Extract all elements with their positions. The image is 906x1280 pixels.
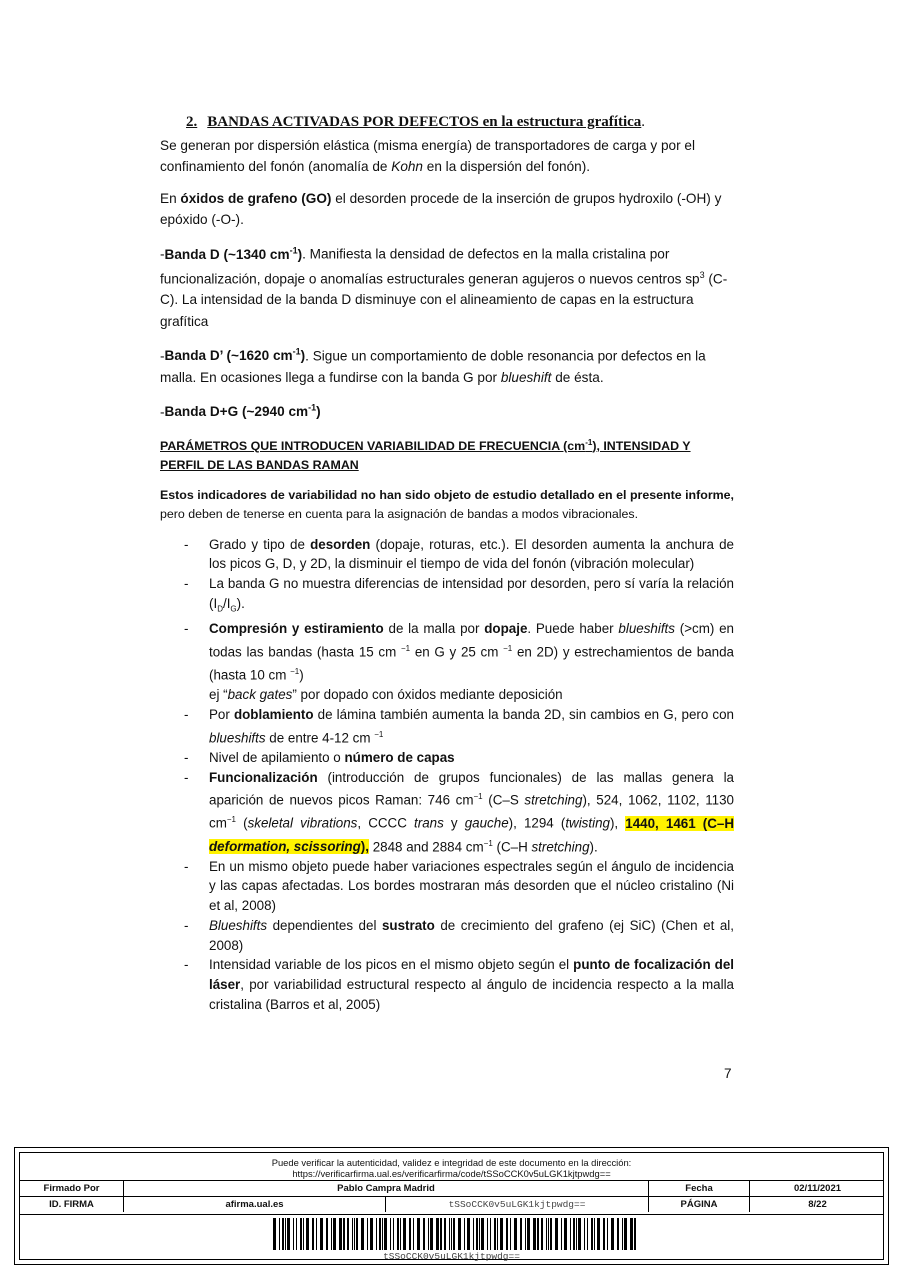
section-heading: 2. BANDAS ACTIVADAS POR DEFECTOS en la estructura grafítica.: [186, 114, 646, 130]
list-item: - Por doblamiento de lámina también aumenta la banda 2D, sin cambios en G, pero con blueshifts de entre 4-12 cm $^{-1}$: [160, 705, 734, 748]
id-code: tSSoCCK0v5uLGK1kjtpwdg==: [386, 1197, 649, 1212]
signature-box: [14, 1147, 889, 1265]
signature-date: 02/11/2021: [793, 1183, 842, 1194]
signer-name: Pablo Campra Madrid: [124, 1181, 649, 1196]
page-count: 8/22: [808, 1199, 827, 1210]
list-item: - Intensidad variable de los picos en el mismo objeto según el punto de focalización del láser, por variabilidad estructural respecto al ángulo de incidencia respecto a la malla cristalina (Barros et al, 2005): [160, 955, 734, 1014]
paragraph-band-d: -Banda D (~1340 $cm^{-1}$). Manifiesta la densidad de defectos en la malla cristalina por funcionalización, dopaje o anomalías estructurales generan agujeros o nuevos centros $sp^3$ (C-C). La intensidad de la banda D disminuye con el alineamiento de capas en la estructura grafítica: [160, 245, 728, 329]
section-title: BANDAS ACTIVADAS POR DEFECTOS en la estructura grafítica: [207, 114, 642, 130]
document-body: [160, 112, 734, 1014]
id-row: ID. FIRMA afirma.ual.es tSSoCCK0v5uLGK1kjtpwdg== PÁGINA 8/22: [20, 1196, 883, 1212]
barcode-area: [20, 1214, 883, 1265]
variability-list: [160, 535, 734, 1015]
verification-url[interactable]: https://verificarfirma.ual.es/verificarfirma/code/tSSoCCK0v5uLGK1kjtpwdg==: [292, 1168, 611, 1179]
highlighted-text: 1440, 1461 (C–H deformation, scissoring),: [209, 815, 735, 855]
verification-notice: Puede verificar la autenticidad, validez e integridad de este documento en la dirección: https://verificarfirma.ual.es/verificarfirma/code/tSSoCCK0v5uLGK1kjtpwdg==: [20, 1157, 883, 1179]
list-item: - Compresión y estiramiento de la malla por dopaje. Puede haber blueshifts (>cm) en todas las bandas (hasta 15 cm $^{-1}$ en G y 25 cm $^{-1}$ en 2D) y estrechamientos de banda (hasta 10 cm $^{-1}$) ej “back gates” por dopado con óxidos mediante deposición: [160, 619, 734, 705]
id-host: afirma.ual.es: [124, 1197, 386, 1212]
page-number: 7: [724, 1066, 732, 1081]
paragraph-band-d-g: -Banda D+G (~2940 $cm^{-1}$): [160, 402, 321, 420]
list-item: - Funcionalización (introducción de grupos funcionales) de las mallas genera la aparición de nuevos picos Raman: 746 $cm^{-1}$ (C–S stretching), 524, 1062, 1102, 1130 $cm^{-1}$ (skeletal vibrations, CCCC trans y gauche), 1294 (twisting), 1440, 1461 (C–H deformation, scissoring), 2848 and 2884 $cm^{-1}$ (C–H stretching).: [160, 768, 734, 857]
list-item: - En un mismo objeto puede haber variaciones espectrales según el ángulo de incidencia y las capas afectadas. Los bordes mostraran más desorden que el núcleo cristalino (Ni et al, 2008): [160, 857, 734, 916]
paragraph-band-d-prime: -Banda D’ (~1620 $cm^{-1}$). Sigue un comportamiento de doble resonancia por defectos en la malla. En ocasiones llega a fundirse con la banda G por blueshift de ésta.: [160, 346, 706, 385]
paragraph-elastic-dispersion: Se generan por dispersión elástica (misma energía) de transportadores de carga y por el confinamiento del fonón (anomalía de Kohn en la dispersión del fonón).: [160, 138, 695, 175]
list-item: - Nivel de apilamiento o número de capas: [160, 748, 734, 768]
list-item: - Grado y tipo de desorden (dopaje, roturas, etc.). El desorden aumenta la anchura de los picos G, D, y 2D, la disminuir el tiempo de vida del fonón (vibración molecular): [160, 535, 734, 574]
parameters-intro: Estos indicadores de variabilidad no han sido objeto de estudio detallado en el presente informe, pero deben de tenerse en cuenta para la asignación de bandas a modos vibracionales.: [160, 487, 734, 522]
signature-row: Firmado Por Pablo Campra Madrid Fecha 02/11/2021: [20, 1180, 883, 1196]
list-item: - La banda G no muestra diferencias de intensidad por desorden, pero sí varía la relación $(I_D/I_G)$.: [160, 574, 734, 619]
list-item: - Blueshifts dependientes del sustrato de crecimiento del grafeno (ej SiC) (Chen et al, 2008): [160, 916, 734, 955]
barcode: [273, 1218, 636, 1250]
paragraph-graphene-oxide: En óxidos de grafeno (GO) el desorden procede de la inserción de grupos hydroxilo (-OH) y epóxido (-O-).: [160, 190, 722, 227]
barcode-text: tSSoCCK0v5uLGK1kjtpwdg==: [383, 1251, 520, 1262]
section-number: 2.: [186, 114, 198, 130]
parameters-heading: PARÁMETROS QUE INTRODUCEN VARIABILIDAD DE FRECUENCIA $(cm^{-1})$, INTENSIDAD Y PERFIL DE LAS BANDAS RAMAN: [160, 437, 691, 472]
